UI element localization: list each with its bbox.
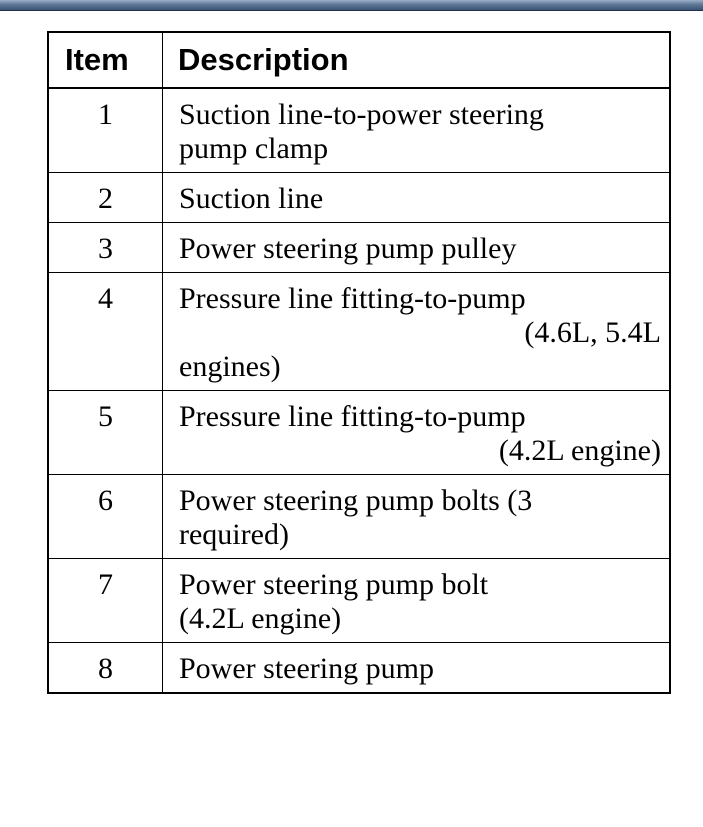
description-line: Power steering pump bolt (179, 568, 489, 601)
description-line: Suction line-to-power steering (179, 98, 544, 131)
top-border-bar (0, 0, 703, 11)
description-line: Pressure line fitting-to-pump (179, 282, 526, 315)
description-line: (4.2L engine) (498, 434, 661, 467)
item-description (163, 223, 671, 273)
item-number: 4 (48, 273, 163, 391)
item-description (163, 88, 671, 173)
description-line: Power steering pump pulley (179, 232, 517, 265)
item-description (163, 391, 671, 475)
table-row (48, 475, 670, 559)
table-row (48, 223, 670, 273)
table-row (48, 643, 670, 694)
item-number: 2 (48, 173, 163, 223)
description-line: (4.6L, 5.4L (524, 316, 661, 349)
table-row (48, 391, 670, 475)
description-line: engines) (179, 350, 281, 383)
item-number: 1 (48, 88, 163, 173)
parts-table (47, 31, 671, 694)
item-column-header: Item (48, 32, 163, 88)
item-number: 5 (48, 391, 163, 475)
item-description (163, 173, 671, 223)
description-line: (4.2L engine) (179, 602, 342, 635)
item-description (163, 559, 671, 643)
header-row (48, 32, 670, 88)
item-description (163, 273, 671, 391)
item-description (163, 643, 671, 694)
description-line: Suction line (179, 182, 324, 215)
table-row (48, 559, 670, 643)
table-row (48, 88, 670, 173)
item-number: 6 (48, 475, 163, 559)
item-number: 3 (48, 223, 163, 273)
item-number: 8 (48, 643, 163, 694)
table-row (48, 173, 670, 223)
description-line: Power steering pump (179, 652, 434, 685)
item-number: 7 (48, 559, 163, 643)
description-line: pump clamp (179, 132, 329, 165)
description-line: Pressure line fitting-to-pump (179, 400, 526, 433)
table-body (48, 88, 670, 693)
description-column-header: Description (163, 32, 671, 88)
description-line: required) (179, 518, 289, 551)
table-row (48, 273, 670, 391)
item-description (163, 475, 671, 559)
description-line: Power steering pump bolts (3 (179, 484, 533, 517)
